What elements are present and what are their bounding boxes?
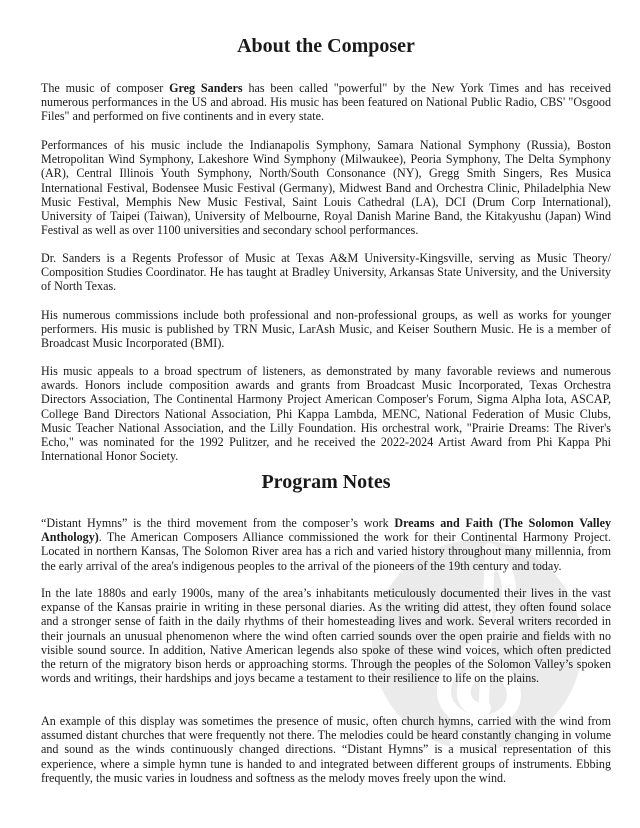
work-title: Dreams and Faith (The Solomon Valley Anthology)	[41, 516, 612, 545]
notes-paragraph-3: An example of this display was sometimes the presence of music, often church hymns, carried with the wind from assumed distant churches that were frequently not there. The melodies could be heard constantly changing in volume and sound as the winds continuously changed directions. “Distant Hymns” is a musical representation of this experience, where a simple hymn tune is handed to and integrated between different groups of instruments. Ebbing frequently, the music varies in loudness and softness as the melody moves freely upon the wind.	[41, 714, 611, 785]
text: . The American Composers Alliance commissioned the work for their Continental Harmony Project. Located in northern Kansas, The Solomon River area has a rich and varied history throughout many millennia, from the early arrival of the area's indigenous peoples to the arrival of the pioneers of the 19th century and today.	[41, 530, 611, 573]
composer-name: Greg Sanders	[169, 81, 243, 95]
section-title-about-composer: About the Composer	[237, 35, 415, 57]
composer-paragraph-2: Performances of his music include the Indianapolis Symphony, Samara National Symphony (Russia), Boston Metropolitan Wind Symphony, Lakeshore Wind Symphony (Milwaukee), Peoria Symphony, The Delta Symphony (AR), Central Illinois Youth Symphony, North/South Consonance (NY), Gregg Smith Singers, Res Musica International Festival, Bodensee Music Festival (Germany), Midwest Band and Orchestra Clinic, Philadelphia New Music Festival, Memphis New Music Festival, Saint Louis Cathedral (LA), DCI (Drum Corp International), University of Taipei (Taiwan), University of Melbourne, Royal Danish Marine Band, the Kitakyushu (Japan) Wind Festival as well as over 1100 universities and secondary school performances.	[41, 138, 611, 238]
notes-paragraph-2: In the late 1880s and early 1900s, many of the area’s inhabitants meticulously documented their lives in the vast expanse of the Kansas prairie in writing in these personal diaries. As the writing did attest, they often found solace and a stronger sense of faith in the daily rhythms of their homesteading lives and work. Several writers recorded in their journals an unusual phenomenon where the wind often carried sounds over the open prairie and fields with no visible sound source. In addition, Native American legends also spoke of these wind voices, which often predicted the return of the migratory bison herds or approaching storms. Through the peoples of the Solomon Valley’s spoken words and writings, their hardships and joys became a testament to their resilience to life on the plains.	[41, 586, 611, 686]
composer-paragraph-3: Dr. Sanders is a Regents Professor of Music at Texas A&M University-Kingsville, serving as Music Theory/ Composition Studies Coordinator. He has taught at Bradley University, Arkansas State University, and the University of North Texas.	[41, 251, 611, 294]
composer-paragraph-4: His numerous commissions include both professional and non-professional groups, as well as works for younger performers. His music is published by TRN Music, LarAsh Music, and Keiser Southern Music. He is a member of Broadcast Music Incorporated (BMI).	[41, 308, 611, 351]
composer-paragraph-1	[41, 81, 611, 124]
section-title-program-notes: Program Notes	[261, 471, 391, 493]
notes-paragraph-1	[41, 516, 611, 573]
text: “Distant Hymns” is the third movement from the composer’s work	[41, 516, 395, 530]
text: The music of composer	[41, 81, 170, 95]
composer-paragraph-5: His music appeals to a broad spectrum of listeners, as demonstrated by many favorable reviews and numerous awards. Honors include composition awards and grants from Broadcast Music Incorporated, Texas Orchestra Directors Association, The Continental Harmony Project American Composer's Forum, Sigma Alpha Iota, ASCAP, College Band Directors National Association, Phi Kappa Lambda, MENC, National Federation of Music Clubs, Music Teacher National Association, and the Lilly Foundation. His orchestral work, "Prairie Dreams: The River's Echo," was nominated for the 1992 Pulitzer, and he received the 2022-2024 Artist Award from Phi Kappa Phi International Honor Society.	[41, 364, 611, 464]
text: has been called "powerful" by the New York Times and has received numerous performances in the US and abroad. His music has been featured on National Public Radio, CBS' "Osgood Files" and performed on five continents and in every state.	[41, 81, 611, 124]
